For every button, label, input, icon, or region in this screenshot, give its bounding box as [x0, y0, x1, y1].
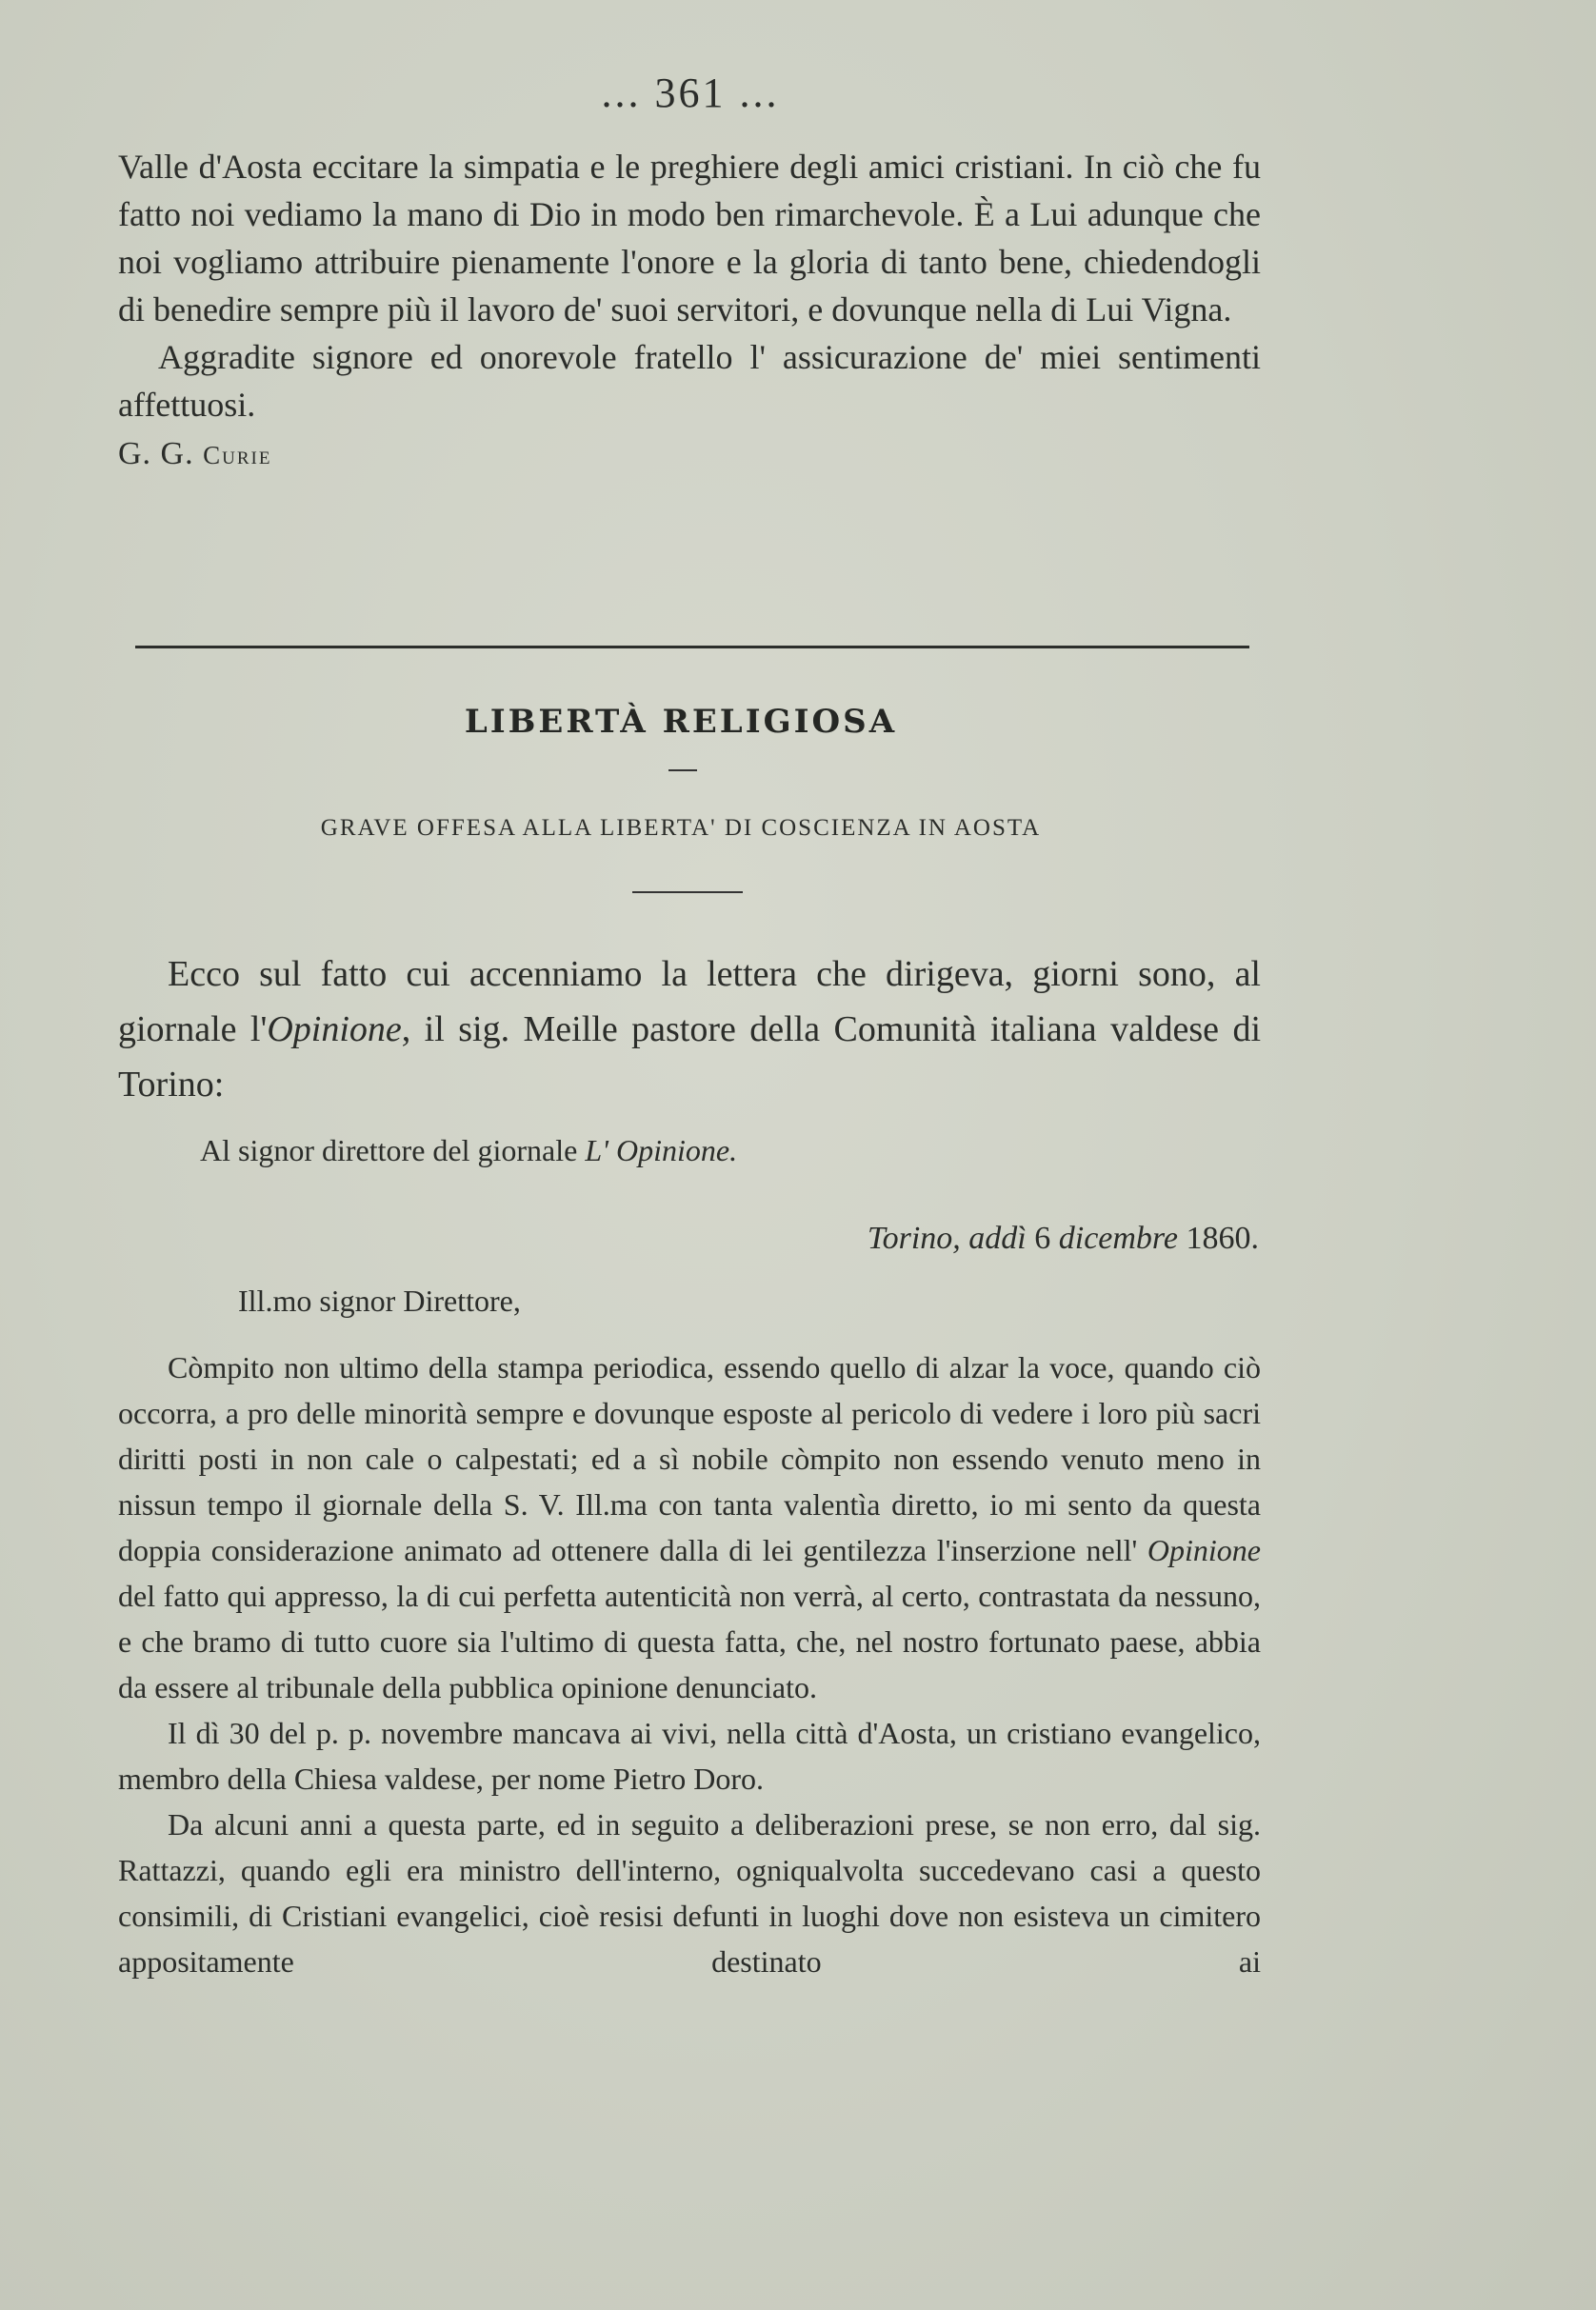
article-subtitle: GRAVE OFFESA ALLA LIBERTA' DI COSCIENZA IN AOSTA: [320, 815, 1042, 841]
signature-initials: G. G.: [118, 436, 194, 471]
section-divider: [135, 646, 1249, 648]
previous-letter-paragraph: Valle d'Aosta eccitare la simpatia e le preghiere degli amici cristiani. In ciò che fu fatto noi vediamo la mano di Dio in modo ben rimarchevole. È a Lui adunque che noi vogliamo attribuire pienamente l'onore e la gloria di tanto bene, chiedendogli di benedire sempre più il lavoro de' suoi servitori, e dovunque nella di Lui Vigna.: [118, 148, 1261, 329]
date-month: dicembre: [1058, 1221, 1178, 1256]
letter-salutation: Ill.mo signor Direttore,: [238, 1284, 521, 1318]
body-paragraph-1: [118, 1344, 1261, 1710]
previous-letter-ending: [118, 143, 1261, 479]
address-text: Al signor direttore del giornale: [200, 1133, 586, 1167]
date-day: 6: [1034, 1221, 1051, 1256]
address-newspaper: L' Opinione.: [585, 1133, 738, 1167]
subtitle-rule: [632, 891, 743, 893]
body-newspaper-name: Opinione: [1147, 1533, 1261, 1567]
signature-name: Curie: [203, 441, 272, 469]
signature: [118, 430, 1261, 479]
body-paragraph-3: Da alcuni anni a questa parte, ed in seguito a deliberazioni prese, se non erro, dal sig. Rattazzi, quando egli era ministro dell'interno, ogniqualvolta succedevano casi a questo consimili, di Cristiani evangelici, cioè resisi defunti in luoghi dove non esisteva un cimitero appositamente destinato ai: [118, 1807, 1261, 1979]
title-dash: [668, 769, 697, 771]
newspaper-name: Opinione: [267, 1009, 402, 1049]
article-intro: [118, 946, 1261, 1112]
letter-body: [118, 1344, 1261, 1984]
date-year: 1860.: [1186, 1221, 1259, 1256]
intro-paragraph: [118, 946, 1261, 1112]
intro-text: Ecco sul fatto cui accenniamo la lettera che dirigeva, giorni sono, al giornale l': [118, 954, 1261, 1049]
intro-text-end: , il sig. Meille pastore della Comunità italiana valdese di Torino:: [118, 1009, 1261, 1105]
letter-date: [868, 1221, 1259, 1257]
article-title: LIBERTÀ RELIGIOSA: [464, 703, 898, 741]
date-place: Torino, addì: [867, 1221, 1027, 1256]
closing-paragraph: Aggradite signore ed onorevole fratello l' assicurazione de' miei sentimenti affettuosi.: [118, 338, 1261, 424]
letter-address: [200, 1133, 737, 1168]
body-text: Còmpito non ultimo della stampa periodica, essendo quello di alzar la voce, quando ciò occorra, a pro delle minorità sempre e dovunque esposte al pericolo di vedere i loro più sacri diritti posti in non cale o calpestati; ed a sì nobile còmpito non essendo venuto meno in nissun tempo il giornale della S. V. Ill.ma con tanta valentìa diretto, io mi sento da questa doppia considerazione animato ad ottenere dalla di lei gentilezza l'inserzione nell': [118, 1350, 1261, 1567]
body-paragraph-2: Il dì 30 del p. p. novembre mancava ai vivi, nella città d'Aosta, un cristiano evangelico, membro della Chiesa valdese, per nome Pietro Doro.: [118, 1716, 1261, 1796]
body-text-end: del fatto qui appresso, la di cui perfetta autenticità non verrà, al certo, contrastata da nessuno, e che bramo di tutto cuore sia l'ultimo di questa fatta, che, nel nostro fortunato paese, abbia da essere al tribunale della pubblica opinione denunciato.: [118, 1579, 1261, 1704]
page-number: ... 361 ...: [601, 70, 780, 116]
